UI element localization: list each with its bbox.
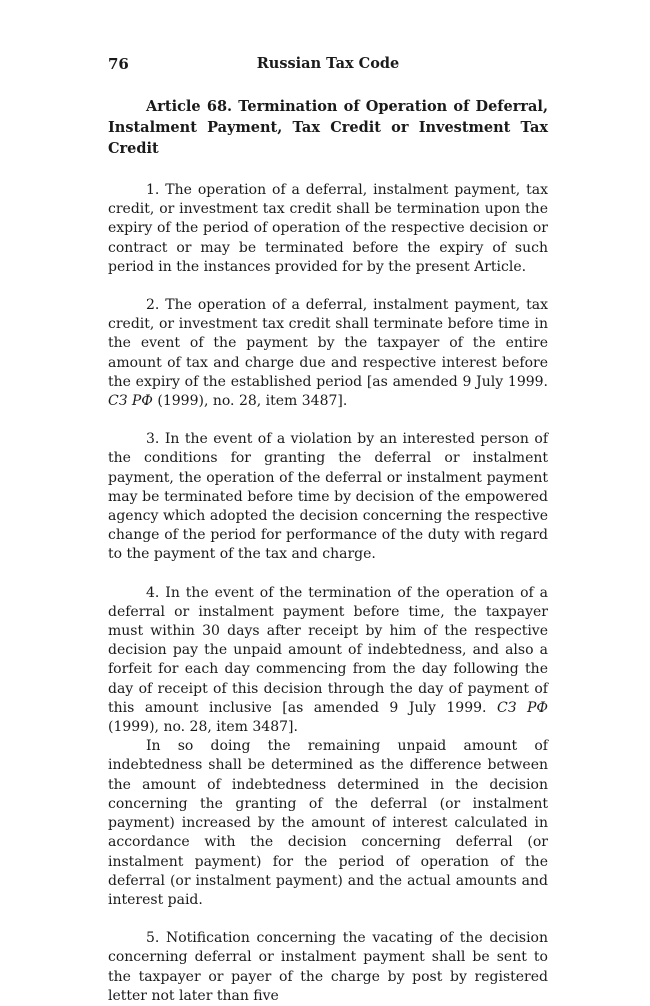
running-title: Russian Tax Code <box>256 55 400 72</box>
running-head <box>108 55 548 79</box>
paragraph-2-text: 2. The operation of a deferral, instalment payment, tax credit, or investment tax credit shall terminate before time in the event of the payment by the taxpayer of the entire amount of tax and charge due and respective interest before the expiry of the established period [as amended 9 July 1999. <box>108 297 548 390</box>
paragraph-2-citation-source: СЗ РФ <box>108 393 153 410</box>
paragraph-4-continuation: In so doing the remaining unpaid amount of indebtedness shall be determined as the difference between the amount of indebtedness determined in the decision concerning the granting of the deferral (or instalment payment) increased by the amount of interest calculated in accordance with the decision concerning deferral (or instalment payment) for the period of operation of the deferral (or instalment payment) and the actual amounts and interest paid. <box>108 738 548 908</box>
paragraph-4-citation-details: (1999), no. 28, item 3487]. <box>108 719 298 736</box>
paragraph-1: 1. The operation of a deferral, instalment payment, tax credit, or investment tax credit shall be termination upon the expiry of the period of operation of the respective decision or contract or may be terminated before the expiry of such period in the instances provided for by the present Article. <box>108 182 548 275</box>
paragraph-4-citation-source: СЗ РФ <box>497 699 548 716</box>
article-title: Article 68. Termination of Operation of Deferral, Instalment Payment, Tax Credit or Investment Tax Credit <box>108 98 548 157</box>
paragraph-5: 5. Notification concerning the vacating of the decision concerning deferral or instalment payment shall be sent to the taxpayer or payer of the charge by post by registered letter not later than five <box>108 930 548 1004</box>
paragraph-2 <box>108 296 548 411</box>
paragraph-3: 3. In the event of a violation by an interested person of the conditions for granting the deferral or instalment payment, the operation of the deferral or instalment payment may be terminated before time by decision of the empowered agency which adopted the decision concerning the respective change of the period for performance of the duty with regard to the payment of the tax and charge. <box>108 431 548 563</box>
paragraph-4-text: 4. In the event of the termination of the operation of a deferral or instalment payment before time, the taxpayer must within 30 days after receipt by him of the respective decision pay the unpaid amount of indebtedness, and also a forfeit for each day commencing from the day following the day of receipt of this decision through the day of payment of this amount inclusive [as amended 9 July 1999. <box>108 584 548 716</box>
paragraph-2-citation-details: (1999), no. 28, item 3487]. <box>152 393 348 410</box>
paragraph-4 <box>108 584 548 738</box>
page-number: 76 <box>108 55 129 73</box>
article-body <box>108 96 548 1006</box>
